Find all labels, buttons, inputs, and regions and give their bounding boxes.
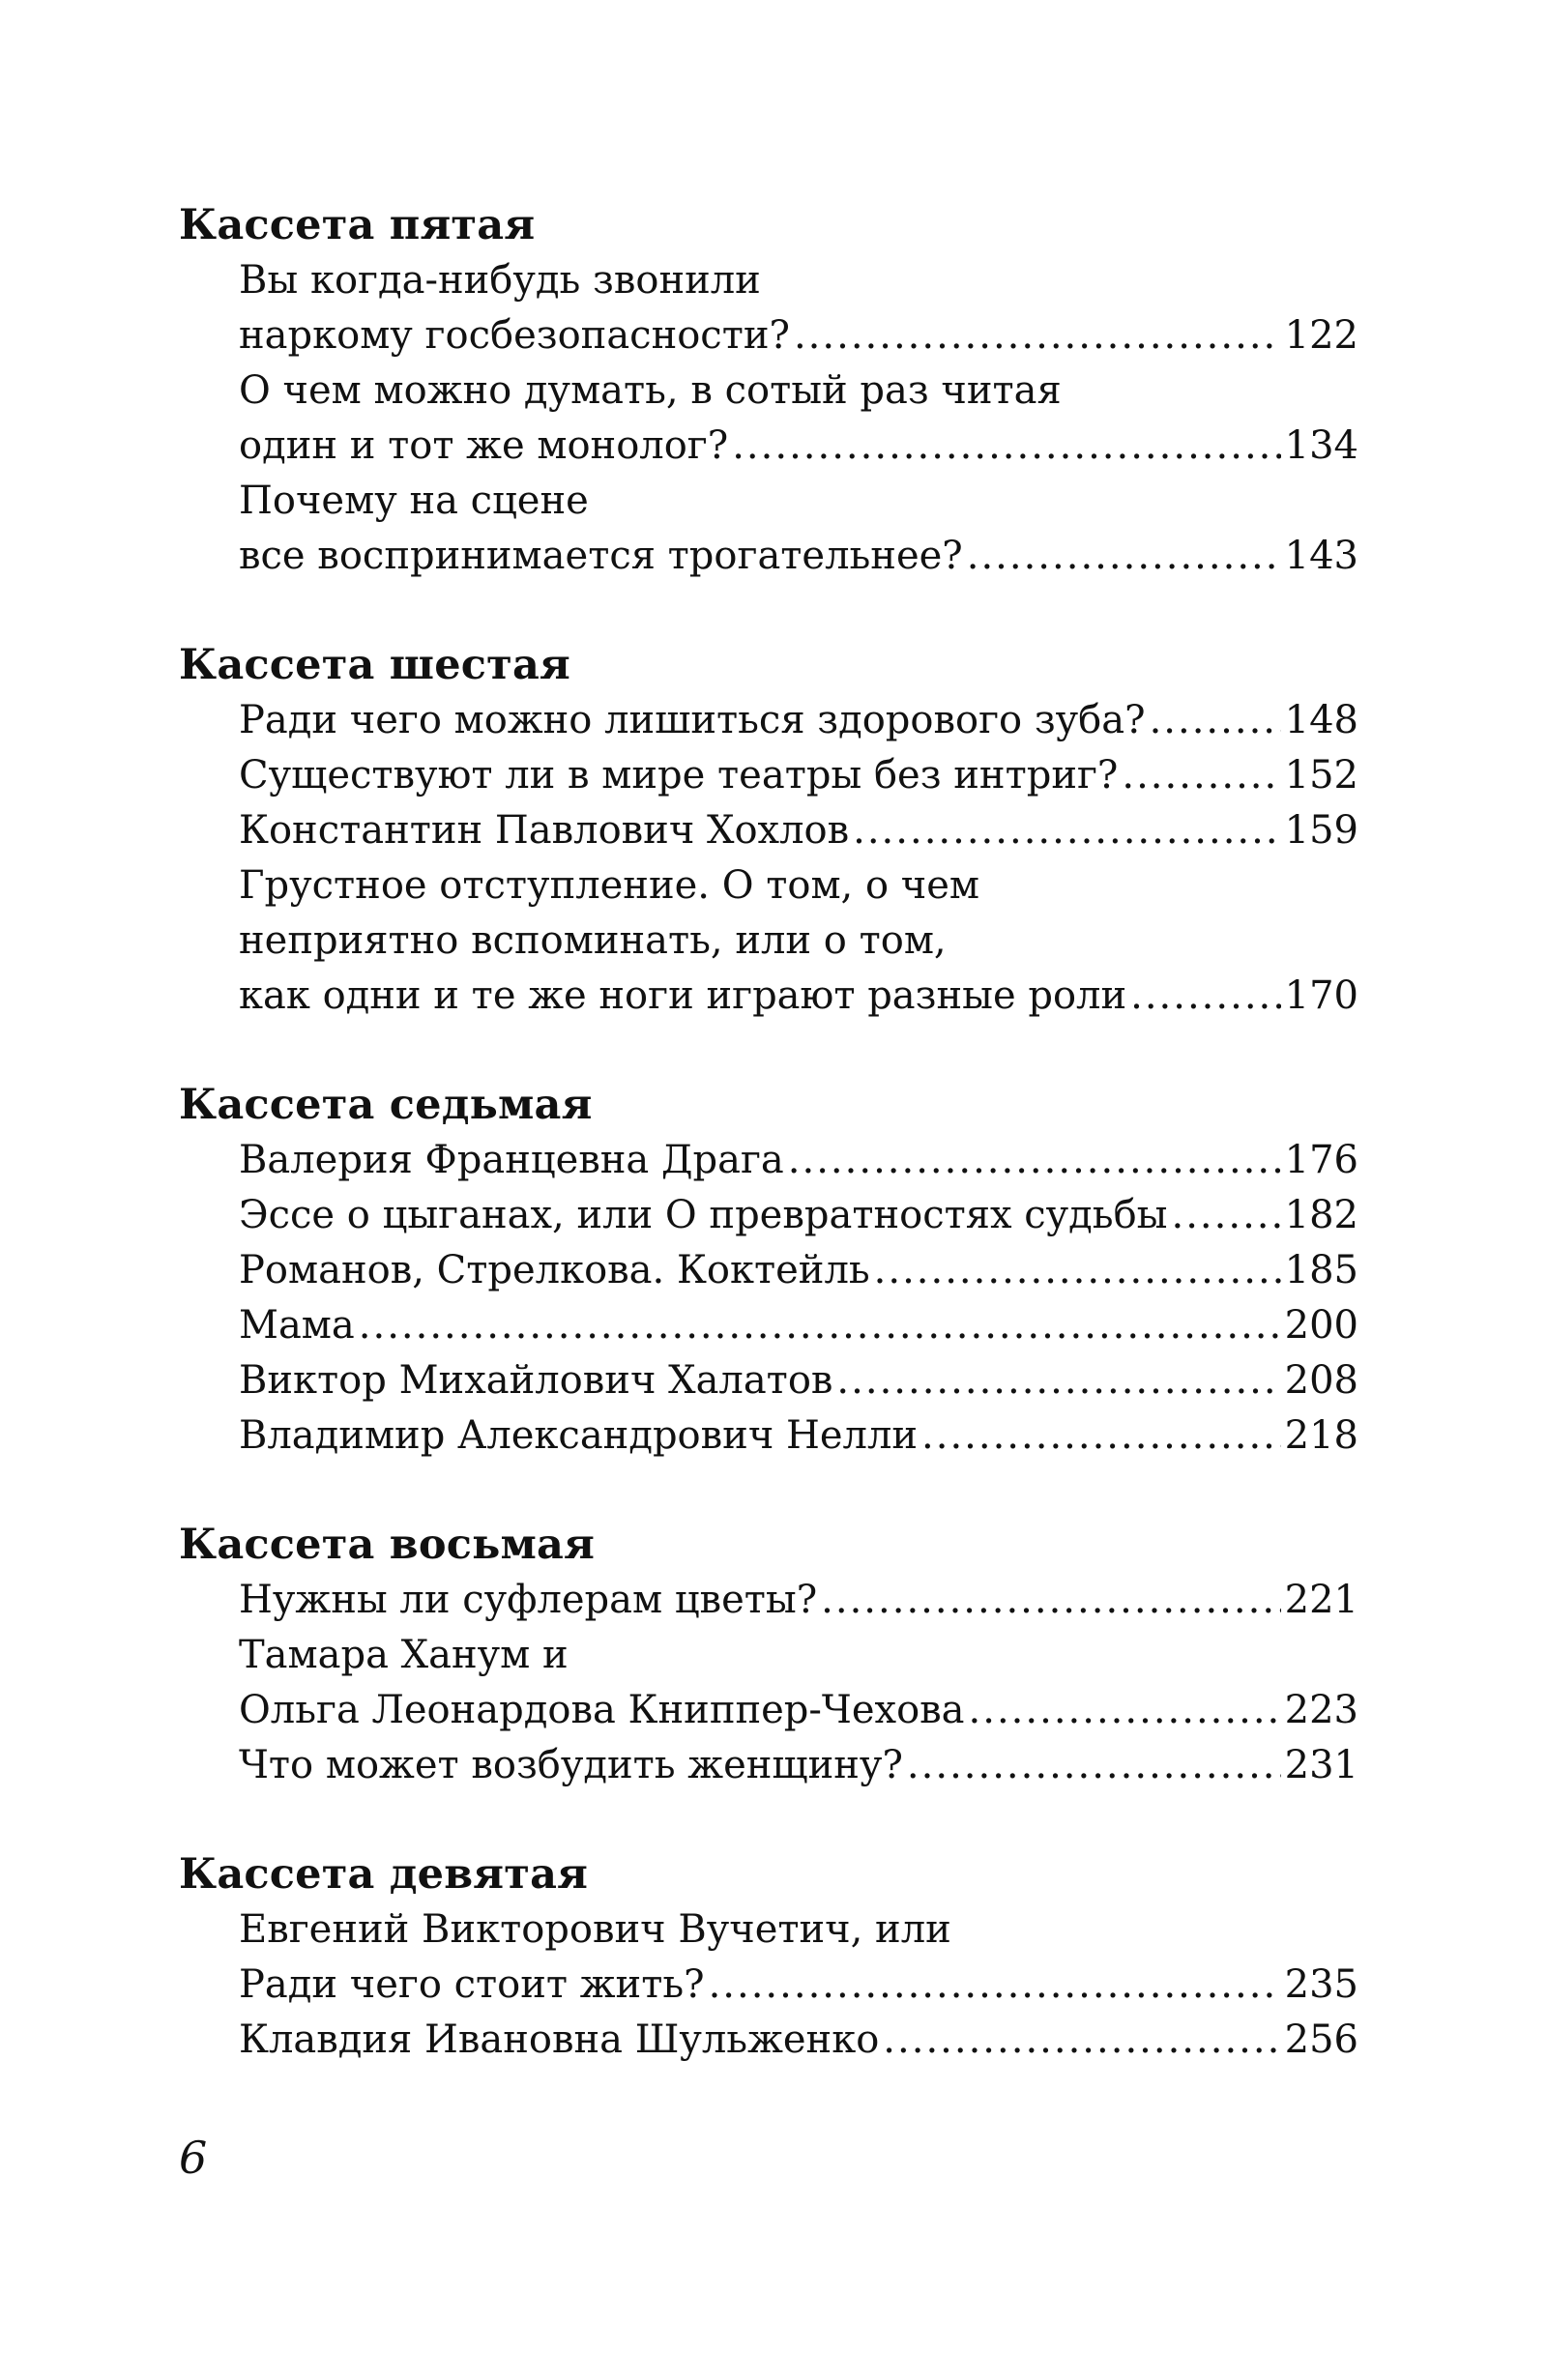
dot-leader <box>1150 693 1281 748</box>
entry-leader-row <box>239 1958 1358 2013</box>
entry-leader-row <box>239 529 1358 584</box>
dot-leader <box>967 529 1281 584</box>
entry-title-line: Евгений Викторович Вучетич, или <box>239 1907 951 1952</box>
entry-page-number: 235 <box>1284 1962 1358 2007</box>
entry-title-line: Эссе о цыганах, или О превратностях судьбы <box>239 1193 1168 1237</box>
entry-title-line: Владимир Александрович Нелли <box>239 1413 919 1458</box>
toc-entry[interactable] <box>239 474 1358 584</box>
toc-entry[interactable] <box>239 1353 1358 1408</box>
dot-leader <box>921 1408 1281 1464</box>
entry-page-number: 134 <box>1284 423 1358 468</box>
dot-leader <box>883 2013 1280 2068</box>
entry-title-line: Константин Павлович Хохлов <box>239 808 850 853</box>
entry-page-number: 218 <box>1284 1413 1358 1458</box>
toc-entry[interactable] <box>239 858 1358 1024</box>
entry-leader-row <box>239 1243 1358 1298</box>
toc-entry[interactable] <box>239 693 1358 748</box>
entry-title-line: Виктор Михайлович Халатов <box>239 1358 833 1403</box>
entry-title-line: Ольга Леонардова Книппер-Чехова <box>239 1688 965 1732</box>
section-title: Кассета восьмая <box>179 1521 596 1569</box>
entry-leader-row <box>239 693 1358 748</box>
dot-leader <box>853 803 1281 858</box>
entry-page-number: 256 <box>1284 2017 1358 2062</box>
entry-leader-row <box>239 1738 1358 1793</box>
entry-title-line: наркому госбезопасности? <box>239 313 790 358</box>
toc-entry[interactable] <box>239 1298 1358 1353</box>
toc-entry[interactable] <box>239 1133 1358 1188</box>
entry-page-number: 223 <box>1284 1688 1358 1732</box>
entry-title-line: Тамара Ханум и <box>239 1633 569 1677</box>
entry-leader-row <box>239 1298 1358 1353</box>
entry-title-line: один и тот же монолог? <box>239 423 729 468</box>
dot-leader <box>969 1683 1281 1738</box>
entry-leader-row <box>239 1573 1358 1628</box>
dot-leader <box>709 1958 1281 2013</box>
entry-page-number: 148 <box>1284 698 1358 742</box>
entry-page-number: 221 <box>1284 1578 1358 1622</box>
entry-page-number: 182 <box>1284 1193 1358 1237</box>
toc-entry[interactable] <box>239 1243 1358 1298</box>
page-number: 6 <box>179 2132 208 2184</box>
entry-page-number: 185 <box>1284 1248 1358 1292</box>
section-title: Кассета девятая <box>179 1850 589 1899</box>
entry-title-line: Что может возбудить женщину? <box>239 1743 903 1787</box>
toc-section <box>179 1847 1358 2068</box>
entry-title-line: Мама <box>239 1303 355 1348</box>
entry-title-line: все воспринимается трогательнее? <box>239 534 963 578</box>
dot-leader <box>1130 969 1281 1024</box>
entry-leader-row <box>239 419 1358 474</box>
entry-leader-row <box>239 308 1358 363</box>
entry-title-line: Нужны ли суфлерам цветы? <box>239 1578 818 1622</box>
entry-title-line: Клавдия Ивановна Шульженко <box>239 2017 880 2062</box>
toc-section <box>179 1518 1358 1793</box>
toc-entry[interactable] <box>239 253 1358 363</box>
section-title: Кассета шестая <box>179 641 571 689</box>
dot-leader <box>874 1243 1281 1298</box>
entry-leader-row <box>239 1353 1358 1408</box>
toc-section <box>179 638 1358 1024</box>
entry-leader-row <box>239 969 1358 1024</box>
toc-entry[interactable] <box>239 1738 1358 1793</box>
table-of-contents <box>179 198 1358 2122</box>
dot-leader <box>794 308 1281 363</box>
entry-page-number: 122 <box>1284 313 1358 358</box>
toc-entry[interactable] <box>239 1408 1358 1464</box>
toc-entry[interactable] <box>239 1628 1358 1738</box>
entry-title-line: Ради чего стоит жить? <box>239 1962 705 2007</box>
entry-page-number: 208 <box>1284 1358 1358 1403</box>
toc-entry[interactable] <box>239 748 1358 803</box>
entry-title-line: Грустное отступление. О том, о чем <box>239 863 980 908</box>
dot-leader <box>907 1738 1281 1793</box>
toc-entry[interactable] <box>239 803 1358 858</box>
entry-page-number: 200 <box>1284 1303 1358 1348</box>
toc-section <box>179 198 1358 584</box>
toc-entry[interactable] <box>239 363 1358 474</box>
entry-leader-row <box>239 1188 1358 1243</box>
toc-entry[interactable] <box>239 2013 1358 2068</box>
entry-leader-row <box>239 748 1358 803</box>
entry-page-number: 231 <box>1284 1743 1358 1787</box>
entry-title-line: Ради чего можно лишиться здорового зуба? <box>239 698 1146 742</box>
toc-entry[interactable] <box>239 1902 1358 2013</box>
section-title: Кассета седьмая <box>179 1081 593 1129</box>
entry-title-line: Романов, Стрелкова. Коктейль <box>239 1248 870 1292</box>
entry-title-line: Существуют ли в мире театры без интриг? <box>239 753 1119 798</box>
entry-title-line: Валерия Францевна Драга <box>239 1138 784 1182</box>
dot-leader <box>788 1133 1281 1188</box>
dot-leader <box>732 419 1280 474</box>
dot-leader <box>1122 748 1280 803</box>
toc-entry[interactable] <box>239 1188 1358 1243</box>
entry-title-line: Вы когда-нибудь звонили <box>239 258 761 303</box>
entry-title-line: как одни и те же ноги играют разные роли <box>239 973 1127 1018</box>
entry-title-line: О чем можно думать, в сотый раз читая <box>239 368 1062 413</box>
toc-entry[interactable] <box>239 1573 1358 1628</box>
entry-leader-row <box>239 1133 1358 1188</box>
entry-page-number: 143 <box>1284 534 1358 578</box>
entry-page-number: 170 <box>1284 973 1358 1018</box>
section-title: Кассета пятая <box>179 201 536 249</box>
dot-leader <box>1172 1188 1281 1243</box>
entry-leader-row <box>239 1408 1358 1464</box>
entry-page-number: 152 <box>1284 753 1358 798</box>
entry-page-number: 159 <box>1284 808 1358 853</box>
dot-leader <box>836 1353 1280 1408</box>
dot-leader <box>821 1573 1280 1628</box>
toc-section <box>179 1078 1358 1464</box>
entry-title-line: неприятно вспоминать, или о том, <box>239 918 947 963</box>
dot-leader <box>359 1298 1281 1353</box>
entry-leader-row <box>239 2013 1358 2068</box>
entry-leader-row <box>239 803 1358 858</box>
entry-page-number: 176 <box>1284 1138 1358 1182</box>
entry-leader-row <box>239 1683 1358 1738</box>
entry-title-line: Почему на сцене <box>239 479 589 523</box>
